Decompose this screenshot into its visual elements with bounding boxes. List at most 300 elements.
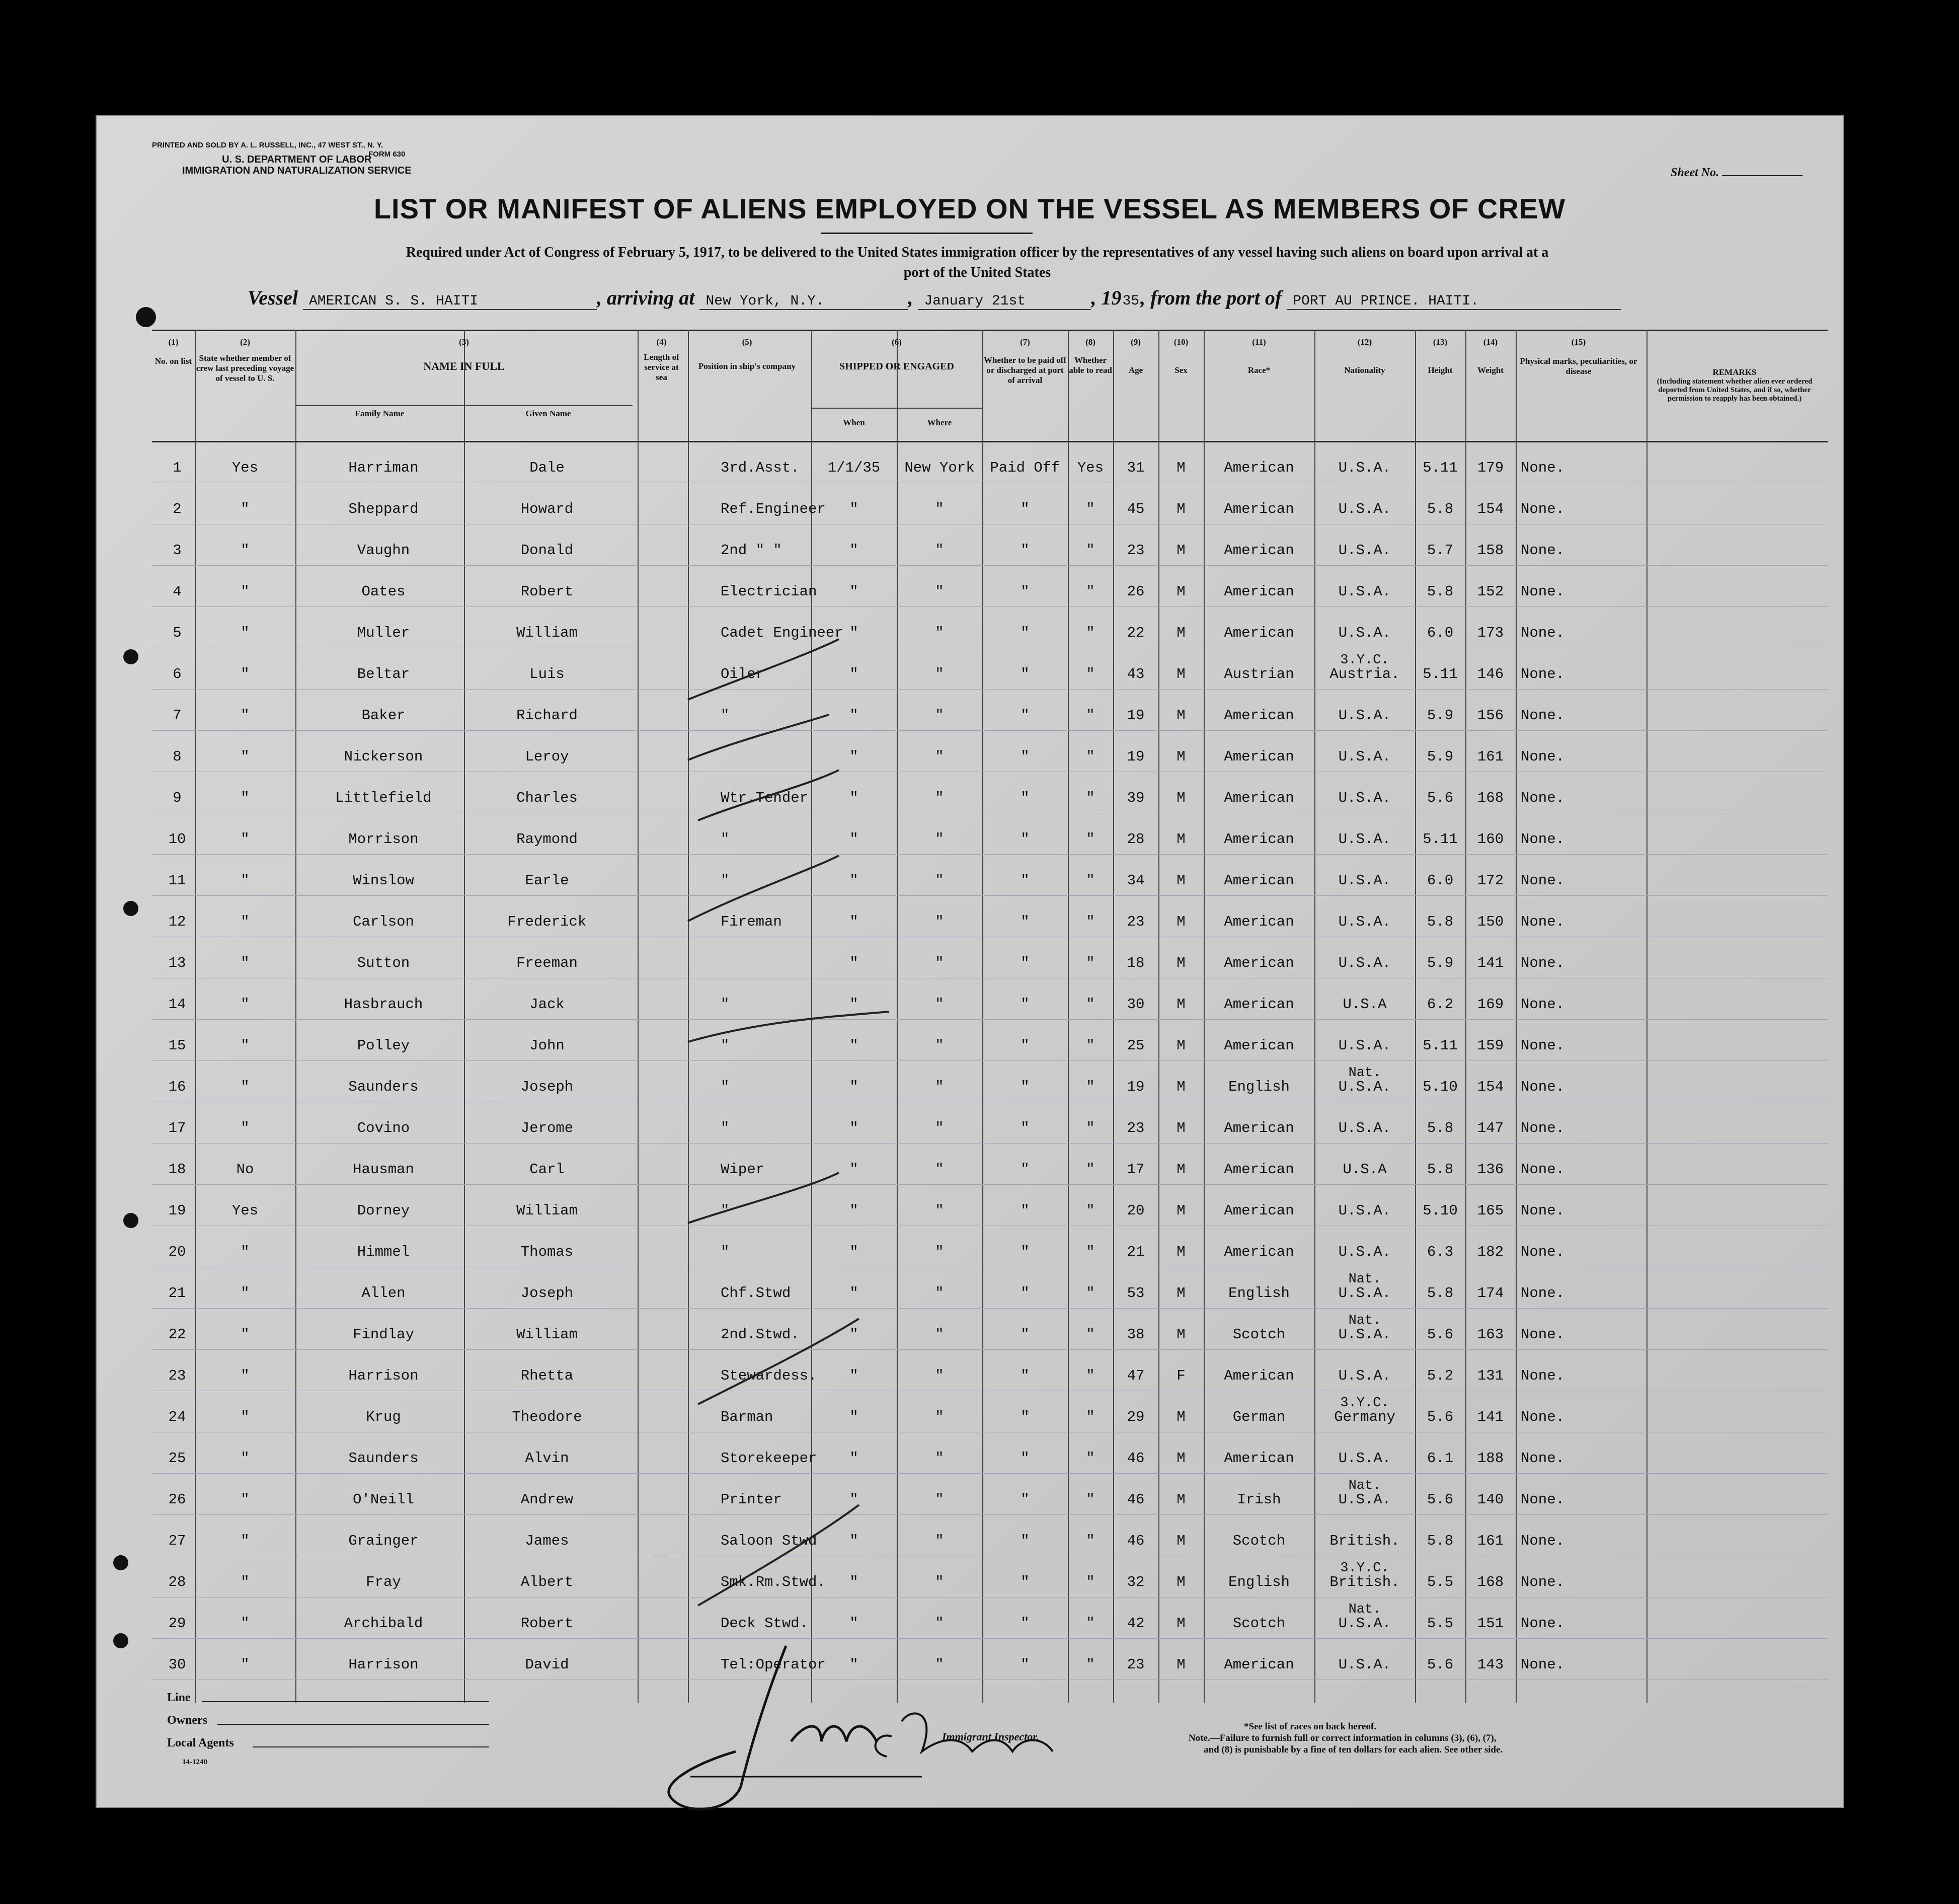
cell-shipped-when: "	[849, 1244, 858, 1260]
col-race-label: Race*	[1247, 365, 1271, 375]
cell-able-to-read: "	[1086, 1491, 1095, 1508]
cell-paid-off: "	[1021, 1244, 1030, 1260]
cell-paid-off: "	[1021, 790, 1030, 806]
row-rule	[152, 895, 1828, 896]
cell-row-number: 2	[173, 501, 182, 517]
cell-given-name: Andrew	[520, 1491, 574, 1508]
cell-nationality: U.S.A.	[1338, 790, 1391, 806]
cell-position: "	[721, 872, 730, 889]
cell-shipped-when: "	[849, 1574, 858, 1590]
cell-race: American	[1224, 460, 1294, 476]
cell-able-to-read: "	[1086, 1079, 1095, 1095]
cell-height: 5.8	[1427, 913, 1454, 930]
cell-sex: M	[1177, 1574, 1186, 1590]
col-service-label: Length of service at sea	[644, 352, 679, 382]
cell-physical-marks: None.	[1521, 1202, 1565, 1219]
column-divider	[638, 330, 639, 1703]
cell-sex: M	[1177, 1656, 1186, 1673]
cell-physical-marks: None.	[1521, 1285, 1565, 1302]
cell-family-name: Harrison	[348, 1656, 419, 1673]
cell-shipped-where: "	[935, 996, 944, 1013]
cell-nationality: U.S.A.	[1338, 1491, 1391, 1508]
cell-shipped-when: "	[849, 996, 858, 1013]
cell-shipped-when: "	[849, 913, 858, 930]
cell-given-name: Leroy	[525, 748, 569, 765]
cell-weight: 154	[1477, 1079, 1504, 1095]
cell-able-to-read: "	[1086, 1037, 1095, 1054]
cell-weight: 182	[1477, 1244, 1504, 1260]
cell-prev-voyage: "	[241, 872, 250, 889]
cell-prev-voyage: "	[241, 542, 250, 559]
col-remarks-header	[1647, 367, 1823, 403]
cell-nationality: U.S.A.	[1338, 913, 1391, 930]
cell-row-number: 27	[168, 1533, 186, 1549]
cell-prev-voyage: "	[241, 501, 250, 517]
cell-age: 42	[1127, 1615, 1145, 1632]
cell-weight: 143	[1477, 1656, 1504, 1673]
cell-given-name: Dale	[529, 460, 565, 476]
cell-age: 31	[1127, 460, 1145, 476]
arrival-port: New York, N.Y.	[699, 293, 908, 310]
cell-height: 5.11	[1423, 460, 1458, 476]
inspector-label: Immigrant Inspector.	[942, 1730, 1040, 1743]
cell-nationality: Austria.	[1329, 666, 1400, 682]
cell-prev-voyage: "	[241, 790, 250, 806]
cell-paid-off: "	[1021, 913, 1030, 930]
cell-row-number: 6	[173, 666, 182, 682]
cell-given-name: Robert	[520, 1615, 574, 1632]
cell-row-number: 16	[168, 1079, 186, 1095]
cell-shipped-where: "	[935, 666, 944, 682]
col-position-label: Position in ship's company	[698, 361, 796, 371]
cell-height: 6.2	[1427, 996, 1454, 1013]
cell-height: 5.8	[1427, 1161, 1454, 1178]
cell-able-to-read: Yes	[1077, 460, 1104, 476]
cell-family-name: Grainger	[348, 1533, 419, 1549]
col-age-label: Age	[1128, 365, 1143, 375]
punch-hole	[113, 1555, 128, 1570]
cell-paid-off: "	[1021, 1161, 1030, 1178]
cell-given-name: William	[516, 1326, 578, 1343]
cell-prev-voyage: "	[241, 1491, 250, 1508]
cell-position: "	[721, 1120, 730, 1136]
cell-weight: 159	[1477, 1037, 1504, 1054]
cell-sex: M	[1177, 1079, 1186, 1095]
cell-nationality: U.S.A.	[1338, 1079, 1391, 1095]
cell-given-name: Carl	[529, 1161, 565, 1178]
cell-race: Austrian	[1224, 666, 1294, 682]
cell-given-name: Thomas	[520, 1244, 574, 1260]
cell-family-name: Harriman	[348, 460, 419, 476]
col-read-header	[1068, 337, 1113, 375]
cell-nationality: U.S.A.	[1338, 707, 1391, 724]
cell-weight: 154	[1477, 501, 1504, 517]
col-read-number: (8)	[1085, 337, 1095, 347]
cell-shipped-when: "	[849, 1202, 858, 1219]
cell-physical-marks: None.	[1521, 1533, 1565, 1549]
cell-weight: 156	[1477, 707, 1504, 724]
cell-sex: M	[1177, 1491, 1186, 1508]
cell-paid-off: "	[1021, 1037, 1030, 1054]
cell-shipped-where: "	[935, 831, 944, 848]
cell-height: 5.9	[1427, 707, 1454, 724]
cell-shipped-where: "	[935, 1533, 944, 1549]
cell-shipped-when: "	[849, 1120, 858, 1136]
cell-row-number: 29	[168, 1615, 186, 1632]
cell-able-to-read: "	[1086, 955, 1095, 971]
cell-family-name: Saunders	[348, 1450, 419, 1467]
col-age-header	[1113, 337, 1158, 375]
cell-shipped-where: "	[935, 872, 944, 889]
row-rule	[152, 1184, 1828, 1185]
cell-nationality: U.S.A.	[1338, 1285, 1391, 1302]
cell-able-to-read: "	[1086, 872, 1095, 889]
cell-shipped-when: "	[849, 1409, 858, 1425]
cell-position: Oiler	[721, 666, 765, 682]
cell-weight: 165	[1477, 1202, 1504, 1219]
cell-shipped-when: "	[849, 501, 858, 517]
cell-row-number: 28	[168, 1574, 186, 1590]
cell-able-to-read: "	[1086, 1202, 1095, 1219]
column-divider	[195, 330, 196, 1703]
cell-paid-off: "	[1021, 831, 1030, 848]
cell-height: 5.10	[1423, 1079, 1458, 1095]
cell-sex: M	[1177, 1244, 1186, 1260]
cell-shipped-when: "	[849, 955, 858, 971]
cell-family-name: Krug	[366, 1409, 401, 1425]
cell-race: American	[1224, 1120, 1294, 1136]
cell-able-to-read: "	[1086, 1615, 1095, 1632]
cell-physical-marks: None.	[1521, 501, 1565, 517]
cell-given-name: Alvin	[525, 1450, 569, 1467]
cell-race: American	[1224, 625, 1294, 641]
local-agents-field	[253, 1746, 489, 1747]
cell-nationality: U.S.A.	[1338, 748, 1391, 765]
cell-sex: M	[1177, 872, 1186, 889]
cell-given-name: Luis	[529, 666, 565, 682]
cell-age: 53	[1127, 1285, 1145, 1302]
cell-height: 5.6	[1427, 1491, 1454, 1508]
cell-position: Stewardess.	[721, 1367, 817, 1384]
cell-shipped-where: New York	[904, 460, 975, 476]
cell-paid-off: "	[1021, 996, 1030, 1013]
cell-physical-marks: None.	[1521, 790, 1565, 806]
cell-age: 46	[1127, 1533, 1145, 1549]
col-remarks-label: REMARKS	[1712, 367, 1757, 377]
cell-prev-voyage: "	[241, 583, 250, 600]
cell-nationality: U.S.A.	[1338, 1326, 1391, 1343]
cell-shipped-where: "	[935, 625, 944, 641]
cell-nationality: U.S.A.	[1338, 501, 1391, 517]
sheet-number-field	[1722, 175, 1803, 176]
cell-shipped-where: "	[935, 1202, 944, 1219]
cell-shipped-when: "	[849, 1615, 858, 1632]
column-divider	[1113, 330, 1114, 1703]
cell-family-name: Hasbrauch	[344, 996, 423, 1013]
col-paid-label: Whether to be paid off or discharged at port of arrival	[983, 355, 1066, 385]
cell-age: 29	[1127, 1409, 1145, 1425]
cell-prev-voyage: "	[241, 1533, 250, 1549]
cell-shipped-where: "	[935, 1367, 944, 1384]
cell-family-name: Allen	[361, 1285, 406, 1302]
cell-family-name: Dorney	[357, 1202, 410, 1219]
cell-position: Electrician	[721, 583, 817, 600]
cell-position: Cadet Engineer	[721, 625, 843, 641]
sheet-number-label: Sheet No.	[1671, 166, 1719, 179]
cell-prev-voyage: "	[241, 1037, 250, 1054]
col-weight-header	[1465, 337, 1516, 375]
cell-race: American	[1224, 1161, 1294, 1178]
cell-nationality-status: 3.Y.C.	[1340, 1561, 1389, 1576]
cell-height: 5.8	[1427, 1285, 1454, 1302]
cell-race: Scotch	[1232, 1326, 1286, 1343]
col-shipped-number: (6)	[892, 337, 902, 347]
cell-given-name: Robert	[520, 583, 574, 600]
cell-weight: 131	[1477, 1367, 1504, 1384]
cell-physical-marks: None.	[1521, 1326, 1565, 1343]
column-divider	[1647, 330, 1648, 1703]
col-race-number: (11)	[1252, 337, 1266, 347]
cell-shipped-where: "	[935, 583, 944, 600]
cell-position: Wtr.Tender	[721, 790, 809, 806]
cell-race: American	[1224, 748, 1294, 765]
cell-height: 5.9	[1427, 748, 1454, 765]
cell-shipped-where: "	[935, 1656, 944, 1673]
cell-age: 32	[1127, 1574, 1145, 1590]
col-height-number: (13)	[1433, 337, 1448, 347]
cell-sex: M	[1177, 748, 1186, 765]
cell-height: 5.8	[1427, 583, 1454, 600]
cell-race: English	[1228, 1079, 1290, 1095]
cell-able-to-read: "	[1086, 1244, 1095, 1260]
vessel-label: Vessel	[248, 286, 298, 309]
cell-able-to-read: "	[1086, 625, 1095, 641]
cell-race: Scotch	[1232, 1533, 1286, 1549]
subheader-rule	[295, 405, 633, 406]
cell-prev-voyage: "	[241, 1326, 250, 1343]
cell-nationality: U.S.A	[1343, 996, 1387, 1013]
cell-age: 28	[1127, 831, 1145, 848]
cell-given-name: James	[525, 1533, 569, 1549]
cell-nationality: Germany	[1334, 1409, 1395, 1425]
cell-nationality: British.	[1329, 1574, 1400, 1590]
cell-paid-off: "	[1021, 501, 1030, 517]
column-divider	[1204, 330, 1205, 1703]
cell-shipped-where: "	[935, 1244, 944, 1260]
cell-physical-marks: None.	[1521, 1244, 1565, 1260]
cell-age: 46	[1127, 1491, 1145, 1508]
cell-paid-off: "	[1021, 955, 1030, 971]
cell-row-number: 13	[168, 955, 186, 971]
sheet-number	[1671, 166, 1803, 180]
cell-nationality-status: Nat.	[1348, 1272, 1381, 1287]
cell-prev-voyage: "	[241, 1656, 250, 1673]
cell-paid-off: "	[1021, 707, 1030, 724]
cell-weight: 140	[1477, 1491, 1504, 1508]
cell-weight: 173	[1477, 625, 1504, 641]
cell-physical-marks: None.	[1521, 1574, 1565, 1590]
cell-paid-off: "	[1021, 1079, 1030, 1095]
cell-shipped-where: "	[935, 1615, 944, 1632]
col-physical-number: (15)	[1571, 337, 1586, 347]
cell-age: 20	[1127, 1202, 1145, 1219]
cell-race: American	[1224, 542, 1294, 559]
cell-family-name: Fray	[366, 1574, 401, 1590]
col-when-label: When	[843, 418, 865, 427]
col-family-label: Family Name	[355, 409, 405, 418]
manifest-sheet	[96, 115, 1844, 1808]
cell-race: American	[1224, 790, 1294, 806]
cell-race: American	[1224, 996, 1294, 1013]
cell-family-name: Saunders	[348, 1079, 419, 1095]
cell-family-name: Vaughn	[357, 542, 410, 559]
cell-race: American	[1224, 831, 1294, 848]
cell-weight: 152	[1477, 583, 1504, 600]
punch-hole	[136, 307, 156, 327]
row-rule	[152, 1514, 1828, 1515]
cell-shipped-where: "	[935, 1491, 944, 1508]
cell-shipped-where: "	[935, 1037, 944, 1054]
cell-nationality: U.S.A.	[1338, 955, 1391, 971]
cell-nationality-status: 3.Y.C.	[1340, 1396, 1389, 1411]
cell-weight: 147	[1477, 1120, 1504, 1136]
cell-physical-marks: None.	[1521, 707, 1565, 724]
cell-paid-off: "	[1021, 542, 1030, 559]
cell-sex: M	[1177, 913, 1186, 930]
cell-sex: M	[1177, 707, 1186, 724]
cell-race: American	[1224, 872, 1294, 889]
cell-nationality-status: 3.Y.C.	[1340, 653, 1389, 668]
cell-paid-off: "	[1021, 625, 1030, 641]
row-rule	[152, 1060, 1828, 1061]
cell-weight: 179	[1477, 460, 1504, 476]
cell-prev-voyage: "	[241, 831, 250, 848]
cell-sex: M	[1177, 1161, 1186, 1178]
cell-able-to-read: "	[1086, 501, 1095, 517]
cell-position: Ref.Engineer	[721, 501, 826, 517]
cell-weight: 172	[1477, 872, 1504, 889]
cell-row-number: 11	[168, 872, 186, 889]
cell-age: 39	[1127, 790, 1145, 806]
cell-sex: M	[1177, 1450, 1186, 1467]
row-rule	[152, 565, 1828, 566]
cell-prev-voyage: "	[241, 1367, 250, 1384]
cell-prev-voyage: "	[241, 996, 250, 1013]
col-prev-label: State whether member of crew last preceding voyage of vessel to U. S.	[196, 353, 294, 383]
cell-nationality-status: Nat.	[1348, 1478, 1381, 1493]
cell-physical-marks: None.	[1521, 831, 1565, 848]
cell-sex: M	[1177, 625, 1186, 641]
cell-prev-voyage: "	[241, 955, 250, 971]
col-name-number: (3)	[459, 337, 469, 347]
cell-race: American	[1224, 1367, 1294, 1384]
cell-able-to-read: "	[1086, 1533, 1095, 1549]
cell-row-number: 25	[168, 1450, 186, 1467]
cell-age: 19	[1127, 748, 1145, 765]
cell-position: 2nd " "	[721, 542, 782, 559]
cell-weight: 161	[1477, 1533, 1504, 1549]
cell-given-name: John	[529, 1037, 565, 1054]
cell-age: 23	[1127, 1120, 1145, 1136]
cell-weight: 168	[1477, 1574, 1504, 1590]
cell-race: German	[1232, 1409, 1286, 1425]
cell-age: 23	[1127, 913, 1145, 930]
cell-shipped-when: "	[849, 748, 858, 765]
cell-physical-marks: None.	[1521, 996, 1565, 1013]
cell-weight: 136	[1477, 1161, 1504, 1178]
cell-paid-off: "	[1021, 1574, 1030, 1590]
cell-sex: M	[1177, 1285, 1186, 1302]
printer-line: PRINTED AND SOLD BY A. L. RUSSELL, INC., 47 WEST ST., N. Y.	[152, 141, 383, 149]
cell-prev-voyage: "	[241, 913, 250, 930]
col-shipped-label: SHIPPED OR ENGAGED	[839, 361, 954, 372]
cell-race: American	[1224, 1037, 1294, 1054]
cell-able-to-read: "	[1086, 1326, 1095, 1343]
cell-family-name: Beltar	[357, 666, 410, 682]
cell-height: 5.6	[1427, 1326, 1454, 1343]
cell-shipped-when: "	[849, 1491, 858, 1508]
cell-given-name: William	[516, 1202, 578, 1219]
col-weight-number: (14)	[1483, 337, 1498, 347]
cell-shipped-where: "	[935, 1574, 944, 1590]
cell-shipped-when: "	[849, 666, 858, 682]
cell-race: Scotch	[1232, 1615, 1286, 1632]
cell-race: American	[1224, 583, 1294, 600]
form-code: 14-1240	[182, 1758, 207, 1766]
cell-physical-marks: None.	[1521, 583, 1565, 600]
cell-position: "	[721, 1037, 730, 1054]
cell-shipped-when: "	[849, 625, 858, 641]
col-where-label: Where	[927, 418, 952, 427]
cell-family-name: Hausman	[353, 1161, 414, 1178]
cell-given-name: Jerome	[520, 1120, 574, 1136]
cell-height: 5.11	[1423, 1037, 1458, 1054]
cell-height: 5.11	[1423, 666, 1458, 682]
cell-height: 6.1	[1427, 1450, 1454, 1467]
col-service-header	[638, 337, 685, 383]
col-given-label: Given Name	[525, 409, 571, 418]
vessel-line: Vessel AMERICAN S. S. HAITI , arriving at New York, N.Y. , January 21st , 1935, from the port of PORT AU PRINCE. HAITI.	[248, 286, 1621, 310]
row-rule	[152, 1308, 1828, 1309]
cell-sex: M	[1177, 831, 1186, 848]
cell-sex: M	[1177, 666, 1186, 682]
cell-physical-marks: None.	[1521, 625, 1565, 641]
cell-weight: 161	[1477, 748, 1504, 765]
col-shipped-header	[811, 337, 982, 371]
cell-physical-marks: None.	[1521, 1367, 1565, 1384]
cell-prev-voyage: Yes	[231, 460, 259, 476]
cell-nationality: U.S.A.	[1338, 1656, 1391, 1673]
owners-field	[217, 1724, 489, 1725]
column-divider	[1158, 330, 1159, 1703]
races-note: *See list of races on back hereof.	[1244, 1721, 1376, 1732]
cell-position: 2nd.Stwd.	[721, 1326, 800, 1343]
cell-physical-marks: None.	[1521, 955, 1565, 971]
cell-given-name: Albert	[520, 1574, 574, 1590]
cell-nationality: U.S.A.	[1338, 1367, 1391, 1384]
cell-given-name: Charles	[516, 790, 578, 806]
cell-able-to-read: "	[1086, 1367, 1095, 1384]
penalty-note-1: Note.—Failure to furnish full or correct information in columns (3), (6), (7),	[1189, 1733, 1497, 1743]
cell-able-to-read: "	[1086, 666, 1095, 682]
cell-race: English	[1228, 1574, 1290, 1590]
cell-shipped-where: "	[935, 1450, 944, 1467]
cell-race: English	[1228, 1285, 1290, 1302]
column-divider	[1465, 330, 1466, 1703]
cell-physical-marks: None.	[1521, 913, 1565, 930]
cell-prev-voyage: "	[241, 1079, 250, 1095]
cell-position: "	[721, 1202, 730, 1219]
